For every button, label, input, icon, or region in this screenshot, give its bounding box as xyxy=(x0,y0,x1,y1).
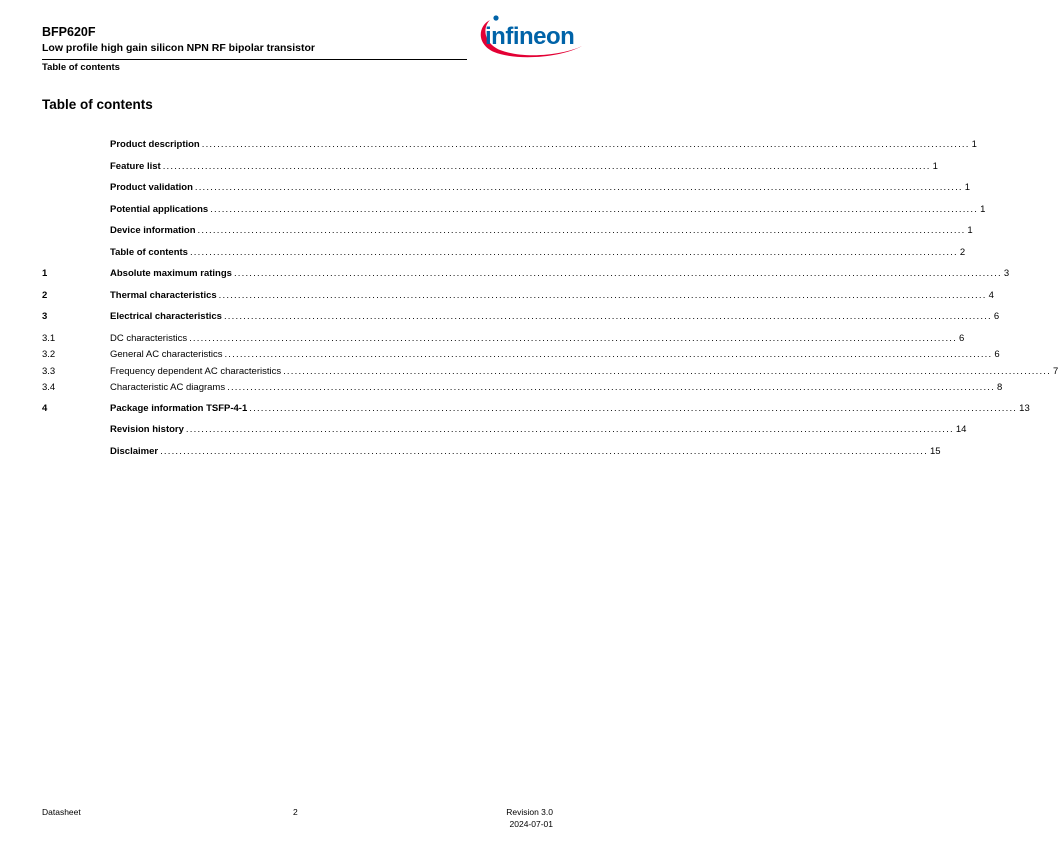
toc-entry-link[interactable] xyxy=(110,346,1000,363)
toc-entry-title: Potential applications xyxy=(110,203,209,215)
toc-entry[interactable] xyxy=(42,222,973,244)
toc-entry[interactable] xyxy=(42,265,1010,287)
toc-entry[interactable] xyxy=(42,136,977,158)
footer-date: 2024-07-01 xyxy=(509,818,553,829)
toc-dot-leader: ........................................................................................................................................................................................................ xyxy=(189,332,957,344)
toc-entry-number: 3.1 xyxy=(42,332,56,344)
toc-entry-page: 6 xyxy=(993,311,1000,322)
toc-entry-page: 2 xyxy=(959,246,966,258)
toc-entry-title: Device information xyxy=(110,225,196,236)
svg-text:infineon: infineon xyxy=(485,23,575,50)
toc-dot-leader: ........................................................................................................................................................................................................ xyxy=(189,246,958,258)
toc-dot-leader: ........................................................................................................................................................................................................ xyxy=(223,311,992,322)
toc-dot-leader: ........................................................................................................................................................................................................ xyxy=(160,445,928,457)
toc-entry-page: 7 xyxy=(1052,365,1058,377)
toc-entry-title: Feature list xyxy=(110,160,161,172)
toc-entry[interactable] xyxy=(42,201,986,223)
toc-entry-title: Absolute maximum ratings xyxy=(110,268,232,279)
toc-entry-page: 3 xyxy=(1003,268,1010,279)
toc-entry-number: 1 xyxy=(42,268,48,279)
toc-entry[interactable] xyxy=(42,346,1000,363)
toc-entry-link[interactable] xyxy=(110,265,1010,282)
toc-entry-page: 1 xyxy=(967,225,973,236)
toc-entry-page: 6 xyxy=(958,332,965,344)
footer-revision: Revision 3.0 xyxy=(506,807,553,817)
toc-dot-leader: ........................................................................................................................................................................................................ xyxy=(227,382,995,393)
toc-entry-link[interactable] xyxy=(110,201,986,218)
toc-entry-title: Revision history xyxy=(110,424,184,435)
toc-dot-leader: ........................................................................................................................................................................................................ xyxy=(162,160,931,172)
toc-entry[interactable] xyxy=(42,400,1030,422)
toc-entry-number: 4 xyxy=(42,402,48,414)
toc-entry-link[interactable] xyxy=(110,443,941,460)
toc-entry-title: DC characteristics xyxy=(110,332,188,344)
toc-entry[interactable] xyxy=(42,158,938,180)
toc-entry[interactable] xyxy=(42,363,1058,380)
product-name: BFP620F xyxy=(42,25,96,39)
toc-entry-link[interactable] xyxy=(110,400,1030,417)
toc-entry-page: 1 xyxy=(971,139,977,150)
toc-entry[interactable] xyxy=(42,179,971,201)
toc-entry-number: 3.2 xyxy=(42,349,56,360)
toc-entry-link[interactable] xyxy=(110,136,977,153)
toc-entry-link[interactable] xyxy=(110,179,971,196)
toc-entry-link[interactable] xyxy=(110,158,938,175)
toc-entry-page: 1 xyxy=(980,203,986,215)
toc-entry-number: 3.4 xyxy=(42,382,56,393)
toc-entry-title: Package information TSFP-4-1 xyxy=(110,402,248,414)
toc-dot-leader: ........................................................................................................................................................................................................ xyxy=(233,268,1002,279)
toc-entry-number: 3 xyxy=(42,311,48,322)
toc-entry-number: 3.3 xyxy=(42,365,56,377)
toc-entry-link[interactable] xyxy=(110,363,1058,380)
toc-entry-link[interactable] xyxy=(110,287,994,304)
toc-entry-title: General AC characteristics xyxy=(110,349,223,360)
toc-entry-page: 1 xyxy=(964,182,971,193)
toc-dot-leader: ........................................................................................................................................................................................................ xyxy=(249,402,1018,414)
toc-entry-page: 14 xyxy=(955,424,967,435)
toc-dot-leader: ........................................................................................................................................................................................................ xyxy=(224,349,993,360)
toc-dot-leader: ........................................................................................................................................................................................................ xyxy=(201,139,970,150)
toc-entry-title: Product description xyxy=(110,139,200,150)
toc-entry-title: Table of contents xyxy=(110,246,188,258)
toc-entry-page: 4 xyxy=(988,289,994,301)
toc-entry[interactable] xyxy=(42,244,966,266)
footer-page-number: 2 xyxy=(293,807,298,817)
toc-entry-number: 2 xyxy=(42,289,48,301)
toc-dot-leader: ........................................................................................................................................................................................................ xyxy=(210,203,979,215)
toc-entry[interactable] xyxy=(42,379,1003,396)
toc-entry-page: 6 xyxy=(994,349,1000,360)
page-header xyxy=(42,24,467,74)
toc-entry-title: Thermal characteristics xyxy=(110,289,217,301)
toc-entry-title: Electrical characteristics xyxy=(110,311,222,322)
toc-entry-link[interactable] xyxy=(110,330,965,347)
toc-entry-link[interactable] xyxy=(110,308,1000,325)
toc-dot-leader: ........................................................................................................................................................................................................ xyxy=(197,225,966,236)
toc-list xyxy=(42,136,1058,464)
toc-entry-link[interactable] xyxy=(110,421,967,438)
toc-entry-link[interactable] xyxy=(110,222,973,239)
header-section-name: Table of contents xyxy=(42,62,120,73)
footer-doc-type: Datasheet xyxy=(42,807,81,817)
toc-entry[interactable] xyxy=(42,308,1000,330)
toc-entry-page: 1 xyxy=(932,160,938,172)
toc-entry[interactable] xyxy=(42,330,965,347)
product-subtitle: Low profile high gain silicon NPN RF bipolar transistor xyxy=(42,42,316,54)
toc-entry[interactable] xyxy=(42,421,967,443)
toc-entry[interactable] xyxy=(42,443,941,465)
toc-dot-leader: ........................................................................................................................................................................................................ xyxy=(185,424,954,435)
toc-entry-page: 13 xyxy=(1019,402,1030,414)
toc-dot-leader: ........................................................................................................................................................................................................ xyxy=(218,289,987,301)
infineon-logo-icon xyxy=(476,10,588,62)
toc-entry[interactable] xyxy=(42,287,994,309)
toc-entry-title: Disclaimer xyxy=(110,445,159,457)
toc-entry-link[interactable] xyxy=(110,379,1003,396)
toc-entry-title: Frequency dependent AC characteristics xyxy=(110,365,282,377)
footer-revision-block xyxy=(506,807,553,830)
toc-dot-leader: ........................................................................................................................................................................................................ xyxy=(283,365,1051,377)
toc-entry-link[interactable] xyxy=(110,244,966,261)
toc-heading: Table of contents xyxy=(42,97,153,112)
toc-entry-page: 15 xyxy=(929,445,941,457)
toc-entry-title: Characteristic AC diagrams xyxy=(110,382,226,393)
toc-entry-title: Product validation xyxy=(110,182,193,193)
toc-entry-page: 8 xyxy=(997,382,1003,393)
header-divider xyxy=(42,59,467,60)
toc-dot-leader: ........................................................................................................................................................................................................ xyxy=(194,182,963,193)
